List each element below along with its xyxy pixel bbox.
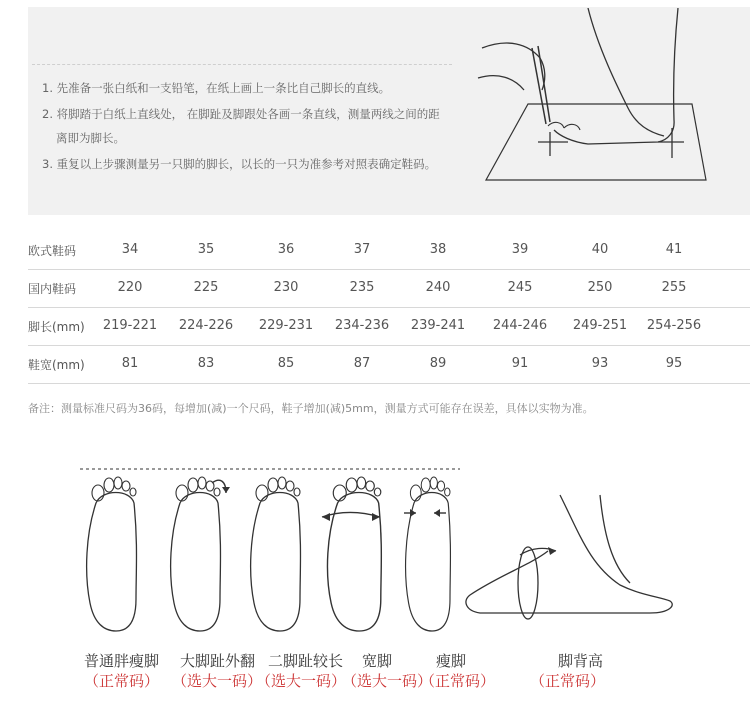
foot-type-label-wide: 宽脚	[362, 652, 393, 670]
size-advice-high-instep: （正常码）	[530, 672, 606, 690]
table-cell: 220	[117, 280, 143, 295]
table-row	[28, 308, 750, 346]
size-advice-wide: （选大一码）	[342, 672, 433, 690]
dashed-divider	[32, 64, 452, 65]
instruction-step-2: 2. 将脚踏于白纸上直线处， 在脚趾及脚跟处各画一条直线，测量两线之间的距	[42, 107, 440, 121]
table-cell: 224-226	[178, 318, 234, 333]
table-cell: 38	[429, 242, 447, 257]
foot-long-second-toe-sketch	[251, 477, 301, 631]
table-cell: 239-241	[410, 318, 466, 333]
table-cell: 95	[665, 356, 683, 371]
foot-high-instep-sketch	[466, 495, 672, 619]
row-label: 脚长(mm)	[28, 320, 85, 334]
table-cell: 81	[121, 356, 139, 371]
row-label: 国内鞋码	[28, 282, 77, 296]
table-cell: 255	[661, 280, 687, 295]
instruction-step-2-cont: 离即为脚长。	[56, 131, 125, 145]
table-cell: 250	[587, 280, 613, 295]
foot-normal-sketch	[87, 477, 137, 631]
table-cell: 230	[273, 280, 299, 295]
instruction-step-3: 3. 重复以上步骤测量另一只脚的脚长，以长的一只为准参考对照表确定鞋码。	[42, 157, 437, 171]
table-cell: 245	[507, 280, 533, 295]
size-advice-normal: （正常码）	[84, 672, 160, 690]
table-cell: 91	[511, 356, 529, 371]
foot-type-label-normal: 普通胖瘦脚	[84, 652, 160, 670]
foot-type-label-second-toe: 二脚趾较长	[268, 652, 344, 670]
foot-wide-sketch	[322, 477, 381, 631]
size-advice-second-toe: （选大一码）	[256, 672, 347, 690]
table-cell: 93	[591, 356, 609, 371]
table-cell: 225	[193, 280, 219, 295]
table-cell: 234-236	[334, 318, 390, 333]
table-cell: 89	[429, 356, 447, 371]
table-cell: 35	[197, 242, 215, 257]
table-cell: 83	[197, 356, 215, 371]
measurement-note: 备注：测量标准尺码为36码，每增加(减)一个尺码，鞋子增加(减)5mm，测量方式可能存在误差，具体以实物为准。	[28, 402, 594, 415]
foot-type-label-high-instep: 脚背高	[558, 652, 604, 670]
size-advice-narrow: （正常码）	[420, 672, 496, 690]
table-row	[28, 346, 750, 384]
foot-type-label-narrow: 瘦脚	[436, 652, 467, 670]
instruction-step-1: 1. 先准备一张白纸和一支铅笔，在纸上画上一条比自己脚长的直线。	[42, 81, 391, 95]
size-advice-bunion: （选大一码）	[172, 672, 263, 690]
table-cell: 240	[425, 280, 451, 295]
row-label: 欧式鞋码	[28, 244, 77, 258]
table-cell: 85	[277, 356, 295, 371]
foot-bunion-sketch	[171, 477, 230, 631]
row-label: 鞋宽(mm)	[28, 358, 85, 372]
foot-types-illustration	[0, 455, 750, 655]
foot-measure-illustration	[468, 8, 728, 204]
table-row	[28, 270, 750, 308]
foot-narrow-sketch	[404, 477, 450, 631]
table-cell: 244-246	[492, 318, 548, 333]
table-cell: 87	[353, 356, 371, 371]
table-cell: 229-231	[258, 318, 314, 333]
table-cell: 39	[511, 242, 529, 257]
table-cell: 40	[591, 242, 609, 257]
table-cell: 249-251	[572, 318, 628, 333]
table-cell: 41	[665, 242, 683, 257]
foot-type-label-bunion: 大脚趾外翻	[180, 652, 256, 670]
table-cell: 36	[277, 242, 295, 257]
table-cell: 34	[121, 242, 139, 257]
table-cell: 235	[349, 280, 375, 295]
table-cell: 219-221	[102, 318, 158, 333]
table-cell: 254-256	[646, 318, 702, 333]
table-cell: 37	[353, 242, 371, 257]
table-row	[28, 232, 750, 270]
